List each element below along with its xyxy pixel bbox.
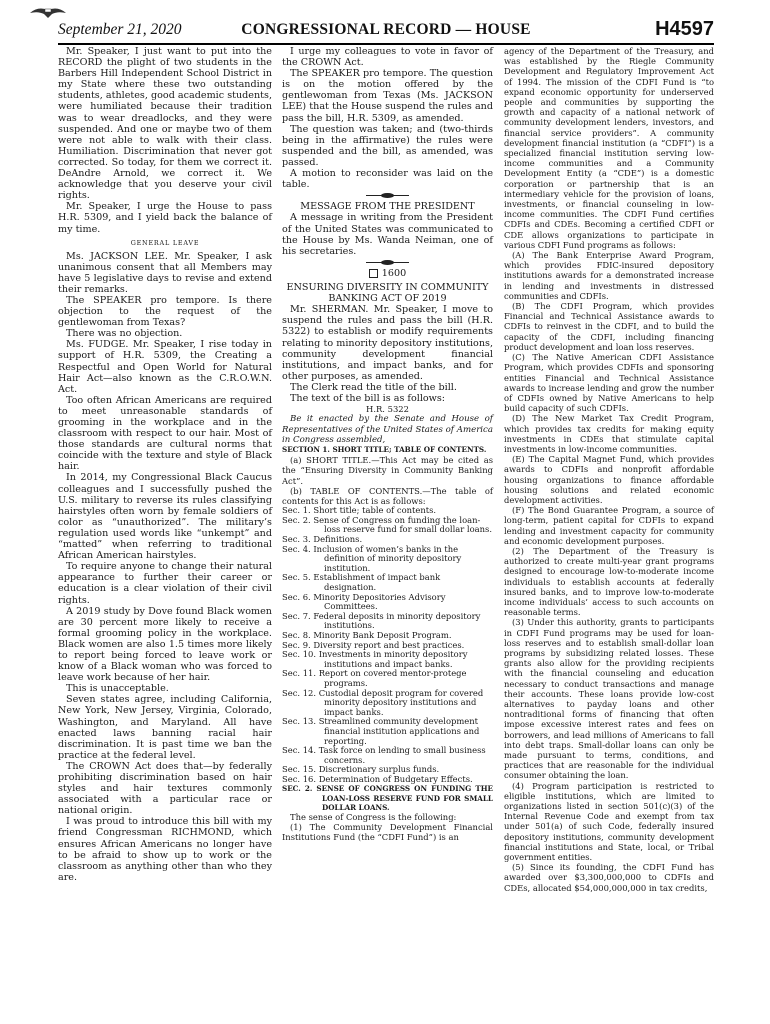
paragraph: (D) The New Market Tax Credit Program, which provides tax credits for making equity investments in CDEs that stimulate capital investments in low-income communities. [504,413,714,454]
paragraph: Too often African Americans are required to meet unreasonable standards of grooming in the workplace and in the classroom with respect to our hair. Most of those standards are cultural norms that coincide with the texture and style of Black hair. [58,394,272,473]
toc-item: Sec. 2. Sense of Congress on funding the loan-loss reserve fund for small dollar loans. [282,514,493,535]
toc-item: Sec. 11. Report on covered mentor-protege programs. [282,668,467,688]
toc-item: Sec. 8. Minority Bank Deposit Program. [282,629,452,640]
toc-item: Sec. 12. Custodial deposit program for covered minority depository institutions and impact banks. [282,687,484,717]
paragraph: (E) The Capital Magnet Fund, which provides awards to CDFIs and nonprofit affordable housing organizations to finance affordable housing solutions and related economic development activities. [504,454,714,505]
paragraph: (4) Program participation is restricted to eligible institutions, which are limited to organizations listed in section 501(c)(3) of the Internal Revenue Code and exempt from tax under 501(a) of such Code, federally insured depository institutions, community development financial institutions and State, local, or Tribal government entities. [504,780,714,863]
paragraph: The question was taken; and (two-thirds being in the affirmative) the rules were suspended and the bill, as amended, was passed. [282,123,493,168]
square-bullet-icon [369,269,378,278]
toc-item: Sec. 5. Establishment of impact bank designation. [282,572,441,592]
column-2 [282,46,493,843]
paragraph: A 2019 study by Dove found Black women are 30 percent more likely to receive a formal grooming policy in the workplace. Black women are also 1.5 times more likely to report being forced to leave work or know of a Black woman who was forced to leave work because of her hair. [58,605,272,684]
toc-item: Sec. 15. Discretionary surplus funds. [282,764,440,775]
toc-item: Sec. 4. Inclusion of women’s banks in the definition of minority depository institution. [282,543,462,573]
header-date: September 21, 2020 [58,21,182,38]
paragraph: In 2014, my Congressional Black Caucus colleagues and I successfully pushed the U.S. military to reverse its rules classifying hairstyles often worn by female soldiers of color as “unauthorized”. The military’s regulation used words like “unkempt” and “matted” when referring to traditional African American hairstyles. [58,472,272,562]
toc-item: Sec. 13. Streamlined community development financial institution applications and reporting. [282,716,480,746]
paragraph: (a) SHORT TITLE.—This Act may be cited as the “Ensuring Diversity in Community Banking Act”. [282,455,493,486]
toc-item: Sec. 7. Federal deposits in minority depository institutions. [282,610,481,631]
message-heading: MESSAGE FROM THE PRESIDENT [300,201,475,213]
paragraph: (3) Under this authority, grants to participants in CDFI Fund programs may be used for loan-loss reserves and to establish small-dollar loan programs by subsidizing related losses. These grants also allow for the providing recipients with the financial counseling and education necessary to conduct transactions and manage their accounts. These loans provide low-cost alternatives to payday loans and other nontraditional forms of financing that often impose excessive interest rates and fees on borrowers, and lead millions of Americans to fall into debt traps. Small-dollar loans can only be made pursuant to terms, conditions, and practices that are reasonable for the individual consumer obtaining the loan. [504,617,714,781]
paragraph: Mr. SHERMAN. Mr. Speaker, I move to suspend the rules and pass the bill (H.R. 5322) to establish or modify requirements relating to minority depository institutions, community development financial institutions, and impact banks, and for other purposes, as amended. [282,304,493,382]
general-leave-heading: GENERAL LEAVE [130,238,200,247]
header-rule [58,43,714,45]
toc-item: Sec. 14. Task force on lending to small business concerns. [282,745,486,765]
enacting-clause: Be it enacted by the Senate and House of Representatives of the United States of America in Congress assembled, [282,414,493,445]
section-divider [282,190,493,201]
paragraph: (2) The Department of the Treasury is authorized to create multi-year grant programs designed to encourage low-to-moderate income individuals to establish accounts at federally insured banks, and to improve low-to-moderate income individuals’ access to such accounts on reasonable terms. [504,545,714,618]
header-title: CONGRESSIONAL RECORD — HOUSE [241,21,531,38]
paragraph: Mr. Speaker, I just want to put into the RECORD the plight of two students in the Barbers Hill Independent School District in my State where these two outstanding students, athletes, good academic students, were humiliated because their tradition was to wear dreadlocks, and they were suspended. And one or maybe two of them were not able to walk with their class. Humiliation. Discrimination that never got corrected. So today, for them we correct it. DeAndre Arnold, we correct it. We acknowledge that you deserve your civil rights. [58,46,272,202]
paragraph: The sense of Congress is the following: [290,812,457,823]
time-stamp [282,268,493,279]
paragraph: (1) The Community Development Financial Institutions Fund (the “CDFI Fund”) is an [282,822,493,843]
paragraph: Ms. JACKSON LEE. Mr. Speaker, I ask unanimous consent that all Members may have 5 legislative days to revise and extend their remarks. [58,250,272,295]
column-1 [58,46,272,883]
paragraph: I was proud to introduce this bill with my friend Congressman RICHMOND, which ensures African Americans no longer have to be afraid to show up to work or the classroom as anything other than who they are. [58,816,272,883]
paragraph: The SPEAKER pro tempore. Is there objection to the request of the gentlewoman from Texas? [58,294,272,329]
page-header [58,18,714,43]
column-3 [504,46,714,893]
paragraph: (C) The Native American CDFI Assistance Program, which provides CDFIs and sponsoring entities Financial and Technical Assistance awards to increase lending and grow the number of CDFIs owned by Native Americans to help build capacity of such CDFIs. [504,352,714,414]
paragraph: There was no objection. [66,328,183,340]
section-heading: SEC. 2. SENSE OF CONGRESS ON FUNDING THE LOAN-LOSS RESERVE FUND FOR SMALL DOLLAR LOANS. [282,784,493,812]
time-stamp-text: 1600 [381,267,407,279]
toc-item: Sec. 16. Determination of Budgetary Effects. [282,773,473,784]
paragraph: (5) Since its founding, the CDFI Fund has awarded over $3,300,000,000 to CDFIs and CDEs, allocated $54,000,000,000 in tax credits, [504,862,714,893]
paragraph: (F) The Bond Guarantee Program, a source of long-term, patient capital for CDFIs to expand lending and investment capacity for community and economic development purposes. [504,505,714,546]
paragraph: A motion to reconsider was laid on the table. [282,168,493,191]
toc-item: Sec. 10. Investments in minority depository institutions and impact banks. [282,649,468,669]
paragraph: The text of the bill is as follows: [290,393,446,405]
paragraph: The CROWN Act does that—by federally prohibiting discrimination based on hair styles and hair textures commonly associated with a particular race or national origin. [58,760,272,817]
paragraph: The Clerk read the title of the bill. [290,381,457,393]
paragraph: (A) The Bank Enterprise Award Program, which provides FDIC-insured depository institutions awards for a demonstrated increase in lending and investments in distressed communities and CDFIs. [504,250,714,301]
paragraph: I urge my colleagues to vote in favor of the CROWN Act. [282,46,493,69]
paragraph: (B) The CDFI Program, which provides Financial and Technical Assistance awards to CDFIs to reinvest in the CDFI, and to build the capacity of the CDFI, including financing product development and loan loss reserves. [504,301,714,352]
section-heading: SECTION 1. SHORT TITLE; TABLE OF CONTENTS. [282,445,487,455]
header-page-number: H4597 [655,18,714,40]
section-divider [282,257,493,268]
toc-item: Sec. 3. Definitions. [282,534,363,545]
table-of-contents [282,506,493,784]
paragraph: This is unacceptable. [66,683,169,695]
toc-item: Sec. 6. Minority Depositories Advisory Committees. [282,591,446,612]
toc-item: Sec. 1. Short title; table of contents. [282,505,437,516]
paragraph: Seven states agree, including California, New York, New Jersey, Virginia, Colorado, Washington, and Maryland. All have enacted laws banning racial hair discrimination. It is past time we ban the practice at the federal level. [58,694,272,761]
bill-number: H.R. 5322 [366,404,409,415]
paragraph: agency of the Department of the Treasury, and was established by the Riegle Community Development and Regulatory Improvement Act of 1994. The mission of the CDFI Fund is “to expand economic opportunity for underserved people and communities by supporting the growth and capacity of a national network of community development lenders, investors, and financial service providers”. A community development financial institution (a “CDFI”) is a specialized financial institution serving low-income communities and a Community Development Entity (a “CDE”) is a domestic corporation or partnership that is an intermediary vehicle for the provision of loans, investments, or financial counseling in low-income communities. The CDFI Fund certifies CDFIs and CDEs. Becoming a certified CDFI or CDE allows organizations to participate in various CDFI Fund programs as follows: [504,46,714,250]
paragraph: To require anyone to change their natural appearance to further their career or education is a clear violation of their civil rights. [58,561,272,606]
paragraph: Ms. FUDGE. Mr. Speaker, I rise today in support of H.R. 5309, the Creating a Respectful and Open World for Natural Hair Act—also known as the C.R.O.W.N. Act. [58,339,272,395]
gpo-eagle-logo-icon [28,4,68,20]
act-title: ENSURING DIVERSITY IN COMMUNITY BANKING ACT OF 2019 [286,281,489,305]
paragraph: Mr. Speaker, I urge the House to pass H.R. 5309, and I yield back the balance of my time. [58,201,272,235]
paragraph: The SPEAKER pro tempore. The question is on the motion offered by the gentlewoman from Texas (Ms. JACKSON LEE) that the House suspend the rules and pass the bill, H.R. 5309, as amended. [282,68,493,124]
paragraph: (b) TABLE OF CONTENTS.—The table of contents for this Act is as follows: [282,485,493,507]
toc-item: Sec. 9. Diversity report and best practices. [282,639,465,650]
paragraph: A message in writing from the President of the United States was communicated to the House by Ms. Wanda Neiman, one of his secretaries. [282,212,493,257]
